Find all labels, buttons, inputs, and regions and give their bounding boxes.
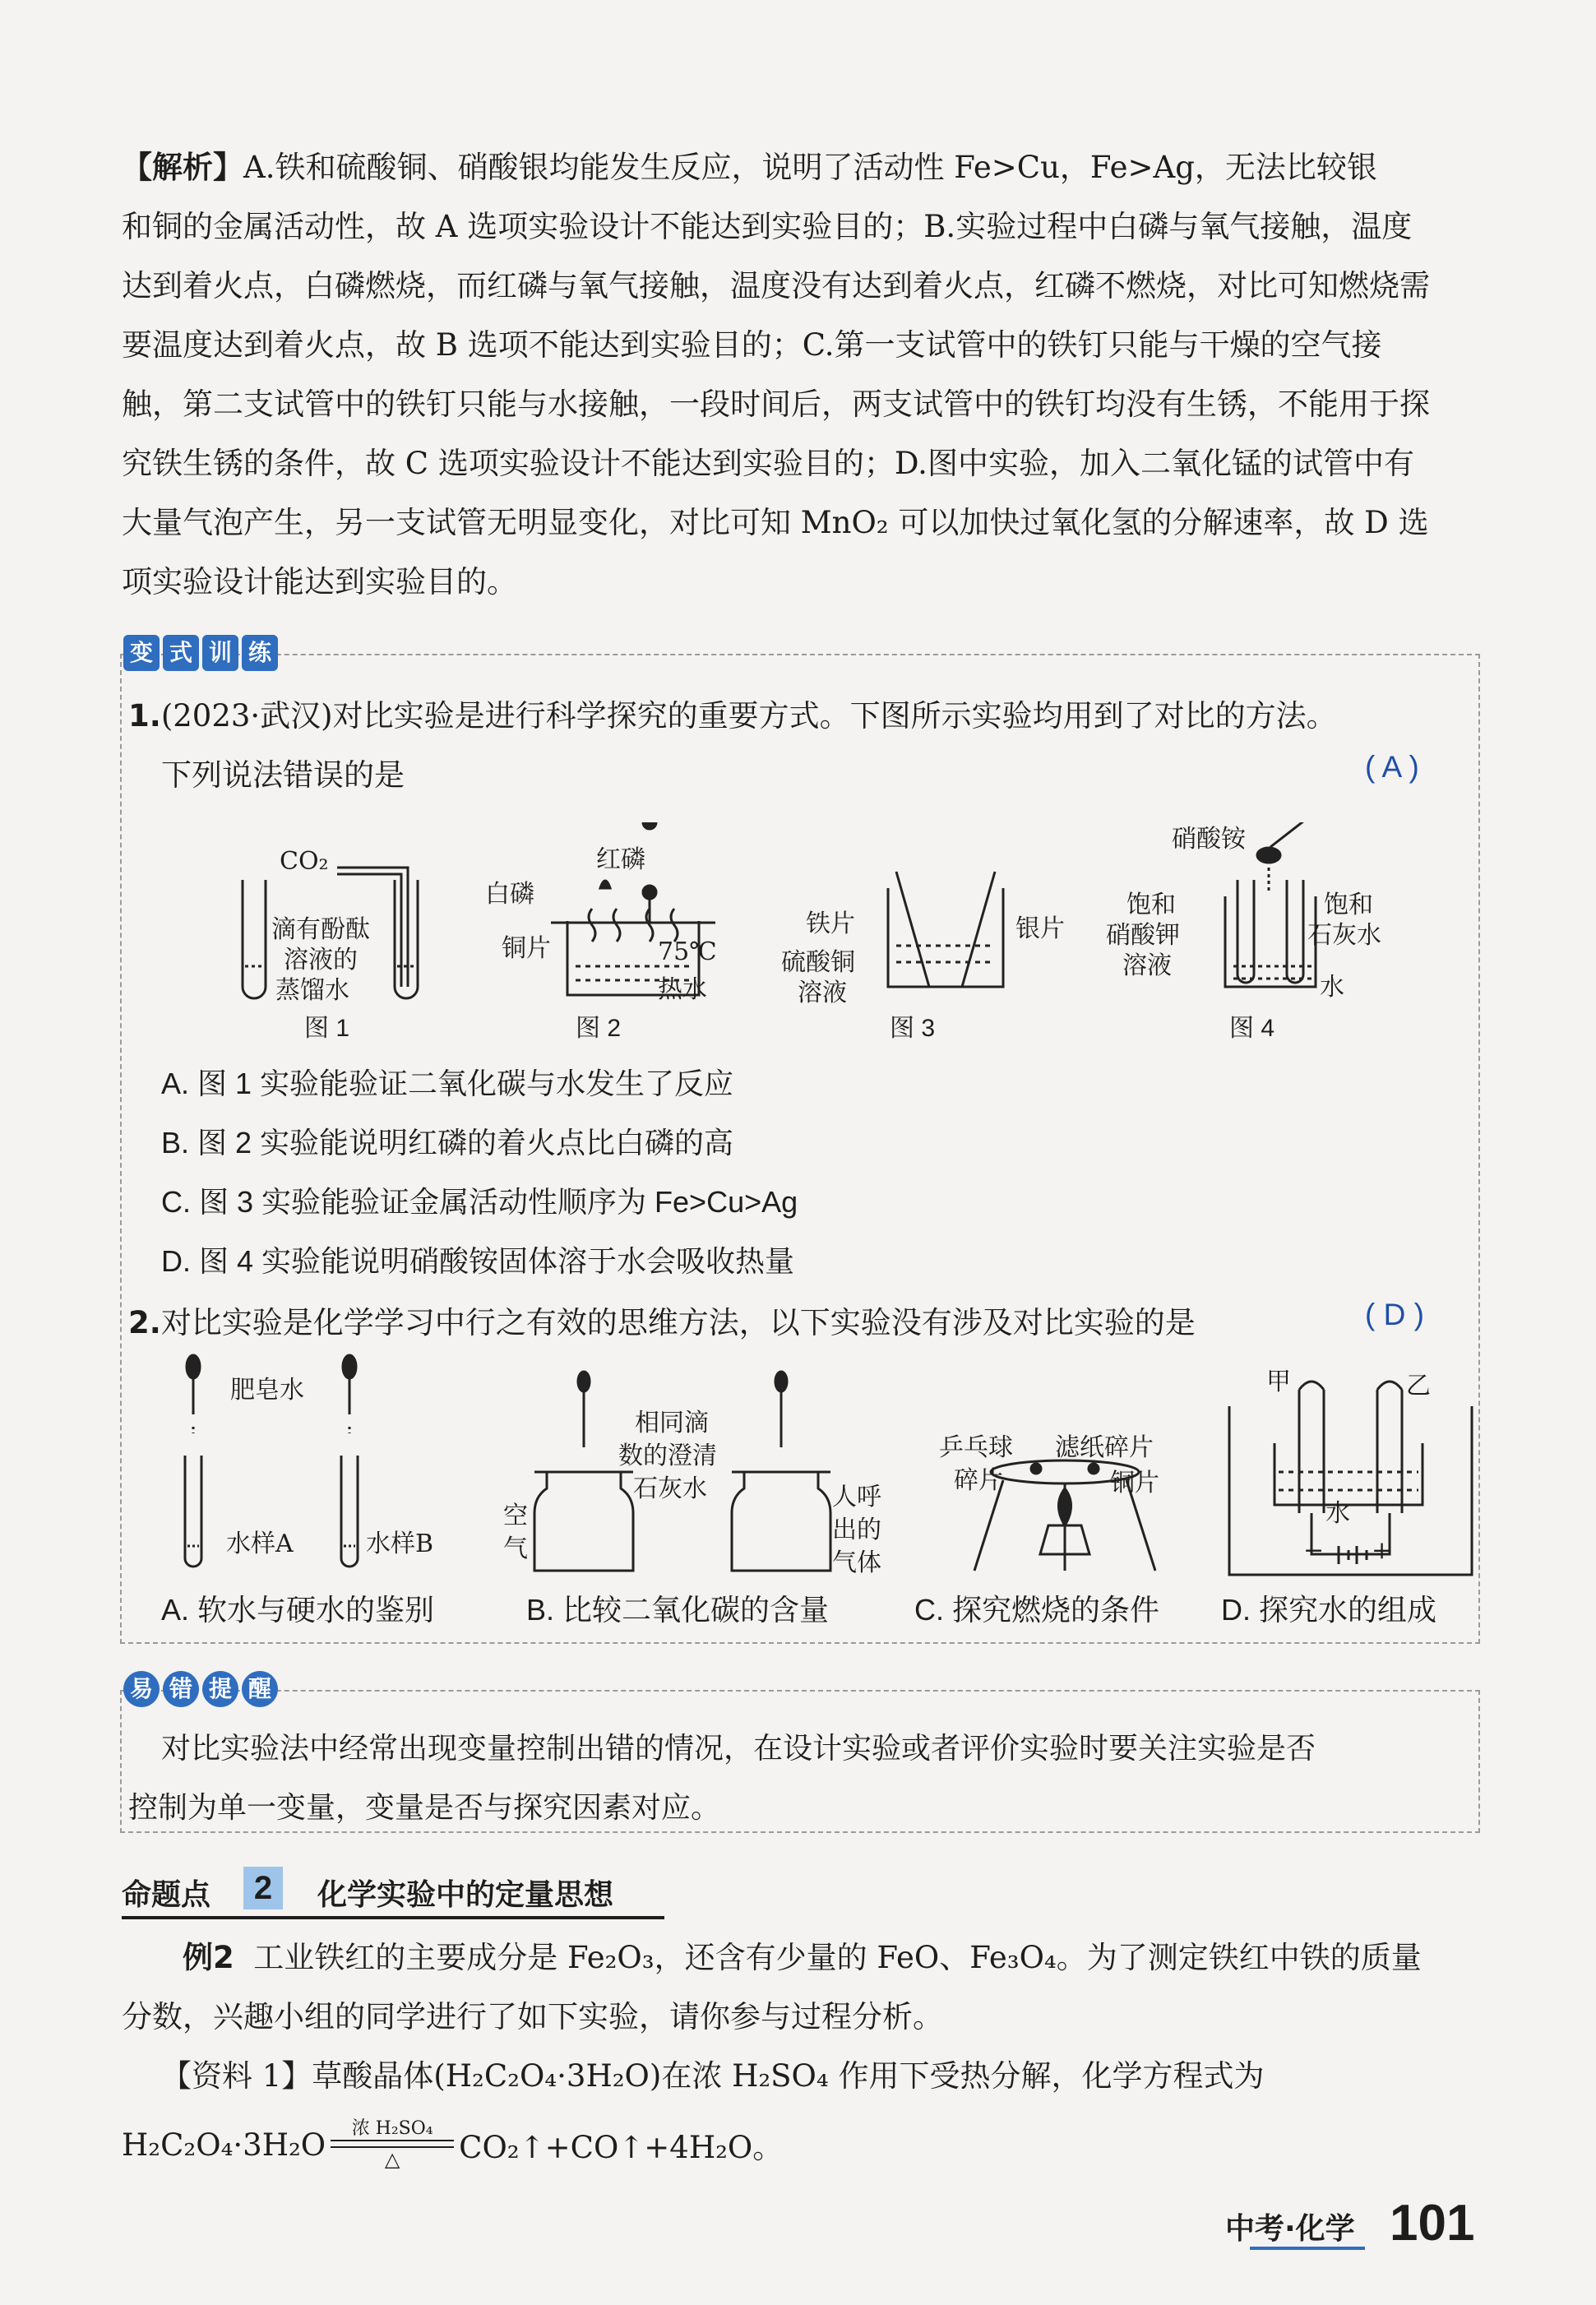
fig1-co2: CO₂ xyxy=(280,847,329,876)
fig3-solution-1: 硫酸铜 xyxy=(781,948,855,977)
q1-figures xyxy=(214,822,1497,1053)
q2-number: 2. xyxy=(128,1305,161,1340)
fig2-white-p: 白磷 xyxy=(485,880,534,909)
fig1-liquid-3: 蒸馏水 xyxy=(275,976,349,1005)
analysis-line-3: 达到着火点，白磷燃烧，而红磷与氧气接触，温度没有达到着火点，红磷不燃烧，对比可知燃烧需 xyxy=(122,268,1430,303)
q1-number: 1. xyxy=(128,698,161,734)
footer-underline xyxy=(1250,2247,1365,2250)
q1-stem-line1: 1.(2023·武汉)对比实验是进行科学探究的重要方式。下图所示实验均用到了对比的方法。 xyxy=(128,698,1337,734)
fig-d-drawing xyxy=(1229,1382,1472,1575)
fig-b-air-2: 气 xyxy=(503,1534,528,1563)
fig4-left-1: 饱和 xyxy=(1126,891,1176,919)
q1-option-d: D. 图 4 实验能说明硝酸铵固体溶于水会吸收热量 xyxy=(161,1244,795,1278)
fig2-water: 热水 xyxy=(658,975,707,1004)
fig-b-drops-2: 数的澄清 xyxy=(618,1442,717,1470)
analysis-tag: 【解析】 xyxy=(122,150,243,185)
section-number: 2 xyxy=(243,1867,283,1909)
fig-a-caption: A. 软水与硬水的鉴别 xyxy=(161,1593,435,1627)
section-title: 化学实验中的定量思想 xyxy=(317,1878,614,1912)
equation-condition-top: 浓 H₂SO₄ xyxy=(351,2118,433,2139)
fig2-copper: 铜片 xyxy=(502,934,551,963)
fig2-red-p: 红磷 xyxy=(596,845,645,874)
fig4-water: 水 xyxy=(1320,973,1344,1002)
fig-b-breath-3: 气体 xyxy=(832,1548,881,1577)
example-line1: 例2 工业铁红的主要成分是 Fe₂O₃，还含有少量的 FeO、Fe₃O₄。为了测定铁红中铁的质量 xyxy=(183,1940,1422,1975)
practice-tag-char: 式 xyxy=(163,635,199,671)
fig-b-breath-1: 人呼 xyxy=(832,1483,881,1511)
practice-tag-char: 训 xyxy=(202,635,238,671)
fig1-caption: 图 1 xyxy=(304,1015,350,1042)
fig4-caption: 图 4 xyxy=(1229,1015,1275,1042)
analysis-line-4: 要温度达到着火点，故 B 选项不能达到实验目的；C.第一支试管中的铁钉只能与干燥的空气接 xyxy=(122,327,1382,363)
example-line2: 分数，兴趣小组的同学进行了如下实验，请你参与过程分析。 xyxy=(122,1999,943,2034)
equation-equals xyxy=(331,2140,454,2148)
fig-a-soap: 肥皂水 xyxy=(230,1376,304,1405)
fig-c-filter: 滤纸碎片 xyxy=(1055,1433,1154,1462)
fig-b-caption: B. 比较二氧化碳的含量 xyxy=(526,1593,830,1627)
material-line: 【资料 1】草酸晶体(H₂C₂O₄·3H₂O)在浓 H₂SO₄ 作用下受热分解，化学方程式为 xyxy=(161,2058,1265,2094)
footer-subject: 中考·化学 xyxy=(1225,2212,1355,2246)
q1-option-c: C. 图 3 实验能验证金属活动性顺序为 Fe>Cu>Ag xyxy=(161,1185,798,1219)
fig-a-sample-a: 水样A xyxy=(226,1530,294,1558)
fig-c-copper: 铜片 xyxy=(1110,1469,1159,1497)
error-tip-tag xyxy=(123,1671,278,1707)
analysis-line-6: 究铁生锈的条件，故 C 选项实验设计不能达到实验目的；D.图中实验，加入二氧化锰的试管中有 xyxy=(122,446,1414,481)
analysis-line-8: 项实验设计能达到实验目的。 xyxy=(122,564,517,599)
equation-condition-bottom: △ xyxy=(384,2148,400,2171)
fig-b-drops-3: 石灰水 xyxy=(633,1474,707,1503)
fig-d-jia: 甲 xyxy=(1266,1368,1291,1396)
fig4-nh4no3: 硝酸铵 xyxy=(1172,825,1246,854)
fig4-right-1: 饱和 xyxy=(1324,891,1373,919)
fig1-liquid-1: 滴有酚酞 xyxy=(271,915,370,944)
q2-stem: 2.对比实验是化学学习中行之有效的思维方法，以下实验没有涉及对比实验的是 xyxy=(128,1305,1196,1340)
analysis-line-5: 触，第二支试管中的铁钉只能与水接触，一段时间后，两支试管中的铁钉均没有生锈，不能用于探 xyxy=(122,386,1430,422)
fig4-left-2: 硝酸钾 xyxy=(1106,921,1180,950)
section-label: 命题点 xyxy=(122,1878,211,1912)
analysis-line-2: 和铜的金属活动性，故 A 选项实验设计不能达到实验目的；B.实验过程中白磷与氧气接触，温度 xyxy=(122,209,1413,244)
error-tip-tag-char: 错 xyxy=(163,1671,199,1707)
practice-tag xyxy=(123,635,278,671)
fig4-right-2: 石灰水 xyxy=(1307,921,1381,950)
page-number: 101 xyxy=(1390,2195,1475,2252)
fig3-iron: 铁片 xyxy=(806,910,855,938)
analysis-block xyxy=(122,138,1478,612)
practice-tag-char: 练 xyxy=(242,635,278,671)
analysis-line-1: 【解析】A.铁和硫酸铜、硝酸银均能发生反应，说明了活动性 Fe>Cu，Fe>Ag，无法比较银 xyxy=(122,150,1377,185)
fig-a-sample-b: 水样B xyxy=(366,1530,434,1558)
fig-d-yi: 乙 xyxy=(1406,1372,1431,1400)
fig-b-breath-2: 出的 xyxy=(832,1516,881,1544)
error-tip-tag-char: 提 xyxy=(202,1671,238,1707)
fig-b-drops-1: 相同滴 xyxy=(635,1409,709,1437)
fig2-temp: 75℃ xyxy=(658,937,717,966)
analysis-line-7: 大量气泡产生，另一支试管无明显变化，对比可知 MnO₂ 可以加快过氧化氢的分解速率，故 D 选 xyxy=(122,505,1429,540)
equation-condition xyxy=(331,2118,454,2171)
footer xyxy=(1225,2194,1488,2252)
fig-d-neg: − xyxy=(1303,1536,1325,1565)
fig-d-caption: D. 探究水的组成 xyxy=(1221,1593,1437,1627)
fig-c-pingpong-1: 乒乓球 xyxy=(939,1433,1013,1462)
error-tip-tag-char: 醒 xyxy=(242,1671,278,1707)
fig2-caption: 图 2 xyxy=(576,1015,622,1042)
section-heading xyxy=(122,1867,664,1919)
q1-stem-line2: 下列说法错误的是 xyxy=(161,757,405,793)
q1-option-a: A. 图 1 实验能验证二氧化碳与水发生了反应 xyxy=(161,1067,734,1100)
fig1-liquid-2: 溶液的 xyxy=(284,946,358,974)
fig3-silver: 银片 xyxy=(1015,914,1065,943)
fig-c-pingpong-2: 碎片 xyxy=(954,1466,1003,1495)
equation-left: H₂C₂O₄·3H₂O xyxy=(122,2127,326,2163)
example-label: 例2 xyxy=(183,1940,234,1975)
chemical-equation xyxy=(122,2112,783,2178)
q1-option-b: B. 图 2 实验能说明红磷的着火点比白磷的高 xyxy=(161,1126,734,1159)
fig-d-water: 水 xyxy=(1325,1499,1350,1528)
error-tip-line1: 对比实验法中经常出现变量控制出错的情况，在设计实验或者评价实验时要关注实验是否 xyxy=(161,1732,1316,1766)
fig3-solution-2: 溶液 xyxy=(798,979,847,1007)
q2-answer: ( D ) xyxy=(1365,1298,1424,1331)
fig-d-pos: + xyxy=(1372,1536,1393,1565)
equation-right: CO₂↑+CO↑+4H₂O。 xyxy=(459,2130,784,2165)
error-tip-tag-char: 易 xyxy=(123,1671,160,1707)
error-tip-line2: 控制为单一变量，变量是否与探究因素对应。 xyxy=(128,1791,721,1825)
practice-tag-char: 变 xyxy=(123,635,160,671)
fig4-left-3: 溶液 xyxy=(1122,951,1172,980)
fig3-caption: 图 3 xyxy=(890,1015,936,1042)
fig-c-caption: C. 探究燃烧的条件 xyxy=(914,1593,1160,1627)
q1-answer: ( A ) xyxy=(1365,750,1419,784)
fig3-drawing xyxy=(888,872,1003,987)
fig-b-air-1: 空 xyxy=(503,1502,528,1530)
